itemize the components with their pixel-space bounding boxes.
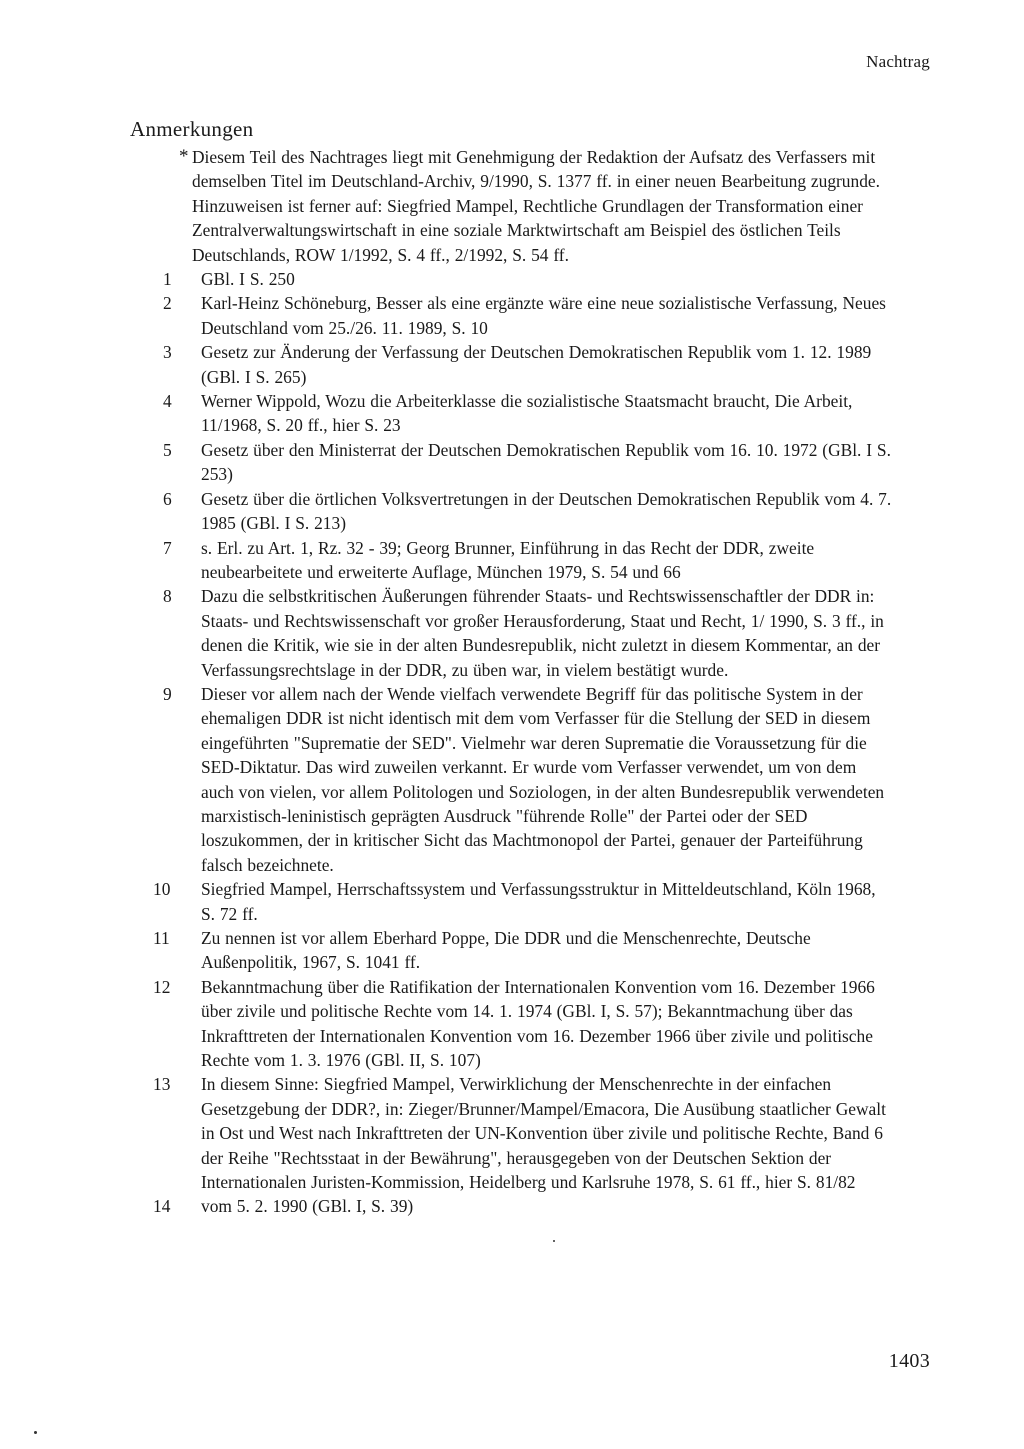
endnote-8	[163, 584, 892, 682]
page-number: 1403	[888, 1350, 930, 1372]
note-number: 2	[163, 293, 172, 314]
note-text: Siegfried Mampel, Herrschaftssystem und Verfassungsstruktur in Mitteldeutschland, Köln 1968, S. 72 ff.	[201, 879, 876, 924]
scan-speck	[34, 1431, 37, 1434]
note-text: s. Erl. zu Art. 1, Rz. 32 - 39; Georg Brunner, Einführung in das Recht der DDR, zweite neubearbeitete und erweiterte Auflage, München 1979, S. 54 und 66	[201, 537, 815, 582]
note-text: GBl. I S. 250	[201, 269, 295, 290]
endnote-7	[163, 536, 892, 585]
endnote-13	[153, 1072, 892, 1194]
note-number: 10	[153, 879, 171, 900]
endnote-11	[153, 926, 892, 975]
note-number: 5	[163, 439, 172, 460]
note-text: Diesem Teil des Nachtrages liegt mit Genehmigung der Redaktion der Aufsatz des Verfassers mit demselben Titel im Deutschland-Archiv, 9/1990, S. 1377 ff. in einer neuen Bearbeitung zugrunde. Hinzuweisen ist ferner auf: Siegfried Mampel, Rechtliche Grundlagen der Transformation einer Zentralverwaltungswirtschaft in eine soziale Marktwirtschaft am Beispiel des östlichen Teils Deutschlands, ROW 1/1992, S. 4 ff., 2/1992, S. 54 ff.	[192, 147, 880, 265]
note-number: 11	[153, 928, 170, 948]
note-number: 7	[163, 537, 172, 558]
endnotes-list	[153, 145, 892, 1219]
note-text: Dazu die selbstkritischen Äußerungen führender Staats- und Rechtswissenschaftler der DDR in: Staats- und Rechtswissenschaft vor großer Herausforderung, Staat und Recht, 1/ 1990, S. 3 ff., in denen die Kritik, wie sie in der alten Bundesrepublik, nicht zuletzt in diesem Kommentar, an der Verfassungsrechtslage in der DDR, zu üben war, in vielem bestätigt wurde.	[201, 586, 884, 680]
note-text: Dieser vor allem nach der Wende vielfach verwendete Begriff für das politische System in der ehemaligen DDR ist nicht identisch mit dem vom Verfasser für die Stellung der SED in diesem eingeführten "Suprematie der SED". Vielmehr war deren Suprematie die Voraussetzung für die SED-Diktatur. Das wird zuweilen verkannt. Er wurde vom Verfasser verwendet, um von dem auch von vielen, vor allem Politologen und Soziologen, in der alten Bundesrepublik verwendeten marxistisch-leninistisch geprägten Ausdruck "führende Rolle" der Partei oder der SED loszukommen, der in kritischer Sicht das Machtmonopol der Partei, genauer der Parteiführung falsch bezeichnete.	[201, 683, 885, 875]
note-text: Bekanntmachung über die Ratifikation der Internationalen Konvention vom 16. Dezember 1966 über zivile und politische Rechte vom 14. 1. 1974 (GBl. I, S. 57); Bekanntmachung über das Inkrafttreten der Internationalen Konvention vom 16. Dezember 1966 über zivile und politische Rechte vom 1. 3. 1976 (GBl. II, S. 107)	[201, 976, 875, 1071]
endnote-4	[163, 389, 892, 438]
endnote-10	[153, 877, 892, 926]
endnote-3	[163, 340, 892, 389]
note-text: vom 5. 2. 1990 (GBl. I, S. 39)	[201, 1196, 414, 1217]
endnote-star	[163, 145, 892, 267]
note-number: 14	[153, 1196, 171, 1217]
note-text: Karl-Heinz Schöneburg, Besser als eine ergänzte wäre eine neue sozialistische Verfassung, Neues Deutschland vom 25./26. 11. 1989, S. 10	[201, 293, 886, 338]
note-number: 4	[163, 391, 172, 412]
note-text: Gesetz über die örtlichen Volksvertretungen in der Deutschen Demokratischen Republik vom 4. 7. 1985 (GBl. I S. 213)	[201, 488, 892, 534]
endnote-1	[163, 267, 892, 291]
scan-speck	[553, 1240, 555, 1242]
note-number: 9	[163, 683, 172, 704]
endnote-5	[163, 438, 892, 487]
note-number: 13	[153, 1074, 171, 1095]
note-number: 12	[153, 976, 171, 997]
note-text: Werner Wippold, Wozu die Arbeiterklasse die sozialistische Staatsmacht braucht, Die Arbeit, 11/1968, S. 20 ff., hier S. 23	[201, 391, 853, 436]
endnote-6	[163, 487, 892, 536]
note-text: In diesem Sinne: Siegfried Mampel, Verwirklichung der Menschenrechte in der einfachen Gesetzgebung der DDR?, in: Zieger/Brunner/Mampel/Emacora, Die Ausübung staatlicher Gewalt in Ost und West nach Inkrafttreten der UN-Konvention über zivile und politische Rechte, Band 6 der Reihe "Rechtsstaat in der Bewährung", herausgegeben von der Deutschen Sektion der Internationalen Juristen-Kommission, Heidelberg und Karlsruhe 1978, S. 61 ff., hier S. 81/82	[201, 1074, 886, 1193]
endnote-9	[163, 682, 892, 877]
section-heading: Anmerkungen	[130, 117, 254, 141]
note-marker: *	[179, 146, 189, 167]
endnote-14	[153, 1194, 892, 1218]
note-number: 3	[163, 342, 172, 363]
note-text: Zu nennen ist vor allem Eberhard Poppe, Die DDR und die Menschenrechte, Deutsche Außenpolitik, 1967, S. 1041 ff.	[201, 928, 811, 973]
note-number: 8	[163, 586, 172, 607]
note-number: 6	[163, 488, 172, 509]
note-text: Gesetz zur Änderung der Verfassung der Deutschen Demokratischen Republik vom 1. 12. 1989 (GBl. I S. 265)	[201, 342, 872, 387]
endnote-12	[153, 975, 892, 1073]
note-text: Gesetz über den Ministerrat der Deutschen Demokratischen Republik vom 16. 10. 1972 (GBl. I S. 253)	[201, 439, 891, 485]
running-head: Nachtrag	[866, 52, 930, 71]
note-number: 1	[163, 269, 172, 290]
endnote-2	[163, 291, 892, 340]
